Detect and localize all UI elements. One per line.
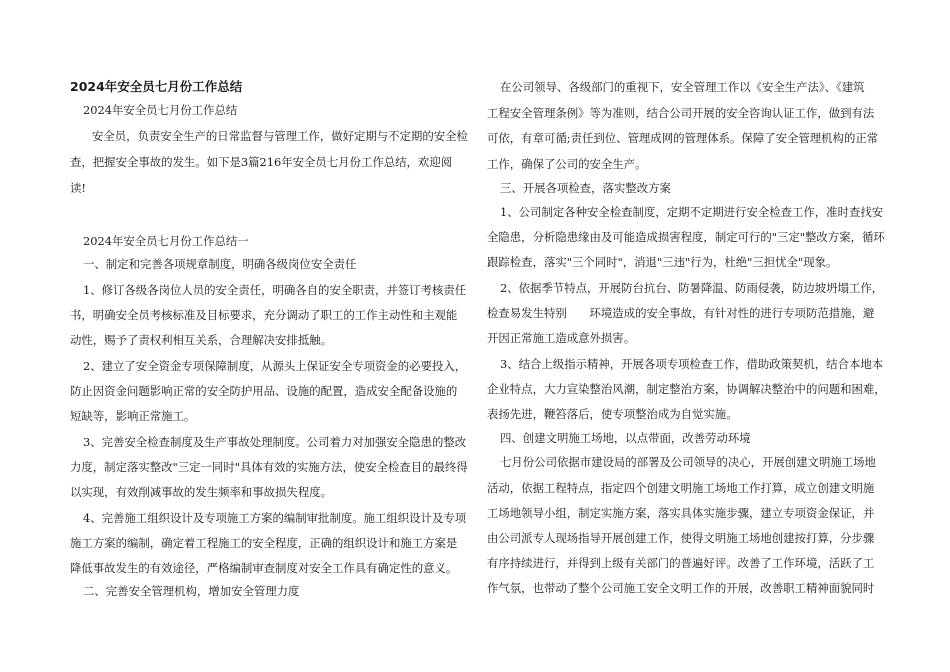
left-text-line: 查，把握安全事故的发生。如下是3篇216年安全员七月份工作总结，欢迎阅	[70, 155, 453, 169]
left-text-line: 2024年安全员七月份工作总结	[83, 103, 238, 117]
left-text-line: 2、建立了安全资金专项保障制度，从源头上保证安全专项资金的必要投入，	[83, 359, 467, 373]
right-text-line: 检查易发生特别 环境造成的安全事故，有针对性的进行专项防范措施，避	[487, 306, 875, 320]
left-text-line: 动性，赐予了责权利相互关系，合理解决安排抵触。	[70, 333, 332, 347]
left-text-line: 3、完善安全检查制度及生产事故处理制度。公司着力对加强安全隐患的整改	[83, 435, 467, 449]
right-text-line: 表扬先进，鞭笞落后，使专项整治成为自觉实施。	[487, 407, 738, 421]
left-text-line: 读!	[70, 181, 86, 195]
right-text-line: 四、创建文明施工场地，以点带面，改善劳动环境	[500, 431, 751, 445]
right-text-line: 工程安全管理条例》等为准则，结合公司开展的安全咨询认证工作，做到有法	[487, 106, 875, 120]
right-text-line: 工场地领导小组，制定实施方案，落实具体实施步骤，建立专项资金保证，并	[487, 506, 875, 520]
right-text-line: 由公司派专人现场指导开展创建工作，使得文明施工场地创建按打算，分步骤	[487, 531, 875, 545]
left-text-line: 以实现，有效削减事故的发生频率和事故损失程度。	[70, 485, 332, 499]
left-text-line: 力度，制定落实整改"三定一同时"具体有效的实施方法，使安全检查目的最终得	[70, 460, 468, 474]
right-text-line: 1、公司制定各种安全检查制度，定期不定期进行安全检查工作，准时查找安	[500, 205, 884, 219]
left-text-line: 4、完善施工组织设计及专项施工方案的编制审批制度。施工组织设计及专项	[83, 511, 467, 525]
right-text-line: 在公司领导、各级部门的重视下，安全管理工作以《安全生产法》、《建筑	[500, 80, 865, 94]
right-text-line: 可依，有章可循;责任到位、管理成网的管理体系。保障了安全管理机构的正常	[487, 131, 879, 145]
right-text-line: 开因正常施工造成意外损害。	[487, 331, 636, 345]
left-text-line: 书，明确安全员考核标准及目标要求，充分调动了职工的工作主动性和主观能	[70, 308, 458, 322]
right-text-line: 全隐患，分析隐患缘由及可能造成损害程度，制定可行的"三定"整改方案，循环	[487, 230, 885, 244]
left-text-line: 安全员，负责安全生产的日常监督与管理工作，做好定期与不定期的安全检	[92, 129, 468, 143]
right-text-line: 三、开展各项检查，落实整改方案	[500, 181, 671, 195]
right-text-line: 跟踪检查，落实"三个同时"，消退"三违"行为，杜绝"三担忧全"现象。	[487, 255, 838, 269]
right-text-line: 工作，确保了公司的安全生产。	[487, 157, 647, 171]
right-text-line: 七月份公司依据市建设局的部署及公司领导的决心，开展创建文明施工场地	[500, 455, 876, 469]
document-title: 2024年安全员七月份工作总结	[70, 79, 243, 94]
left-text-line: 一、制定和完善各项规章制度，明确各级岗位安全责任	[83, 257, 357, 271]
left-text-line: 施工方案的编制，确定着工程施工的安全程度，正确的组织设计和施工方案是	[70, 536, 458, 550]
right-text-line: 2、依据季节特点，开展防台抗台、防暑降温、防雨侵袭，防边坡坍塌工作，	[500, 281, 884, 295]
left-text-line: 降低事故发生的有效途径，严格编制审查制度对安全工作具有确定性的意义。	[70, 561, 458, 575]
left-text-line: 防止因资金问题影响正常的安全防护用品、设施的配置，造成安全配备设施的	[70, 384, 458, 398]
left-text-line: 短缺等，影响正常施工。	[70, 409, 196, 423]
left-text-line: 二、完善安全管理机构，增加安全管理力度	[83, 584, 300, 598]
right-text-line: 企业特点，大力宣染整治风潮，制定整治方案，协调解决整治中的问题和困难，	[487, 382, 886, 396]
left-text-line: 1、修订各级各岗位人员的安全责任，明确各自的安全职责，并签订考核责任	[83, 283, 467, 297]
right-text-line: 有序持续进行，并得到上级有关部门的普遍好评。改善了工作环境，活跃了工	[487, 556, 875, 570]
right-text-line: 3、结合上级指示精神，开展各项专项检查工作，借助政策契机，结合本地本	[500, 357, 884, 371]
right-text-line: 活动，依据工程特点，指定四个创建文明施工场地工作打算，成立创建文明施	[487, 481, 875, 495]
right-text-line: 作气氛，也带动了整个公司施工安全文明工作的开展，改善职工精神面貌同时	[487, 581, 875, 595]
left-text-line: 2024年安全员七月份工作总结一	[83, 234, 249, 248]
